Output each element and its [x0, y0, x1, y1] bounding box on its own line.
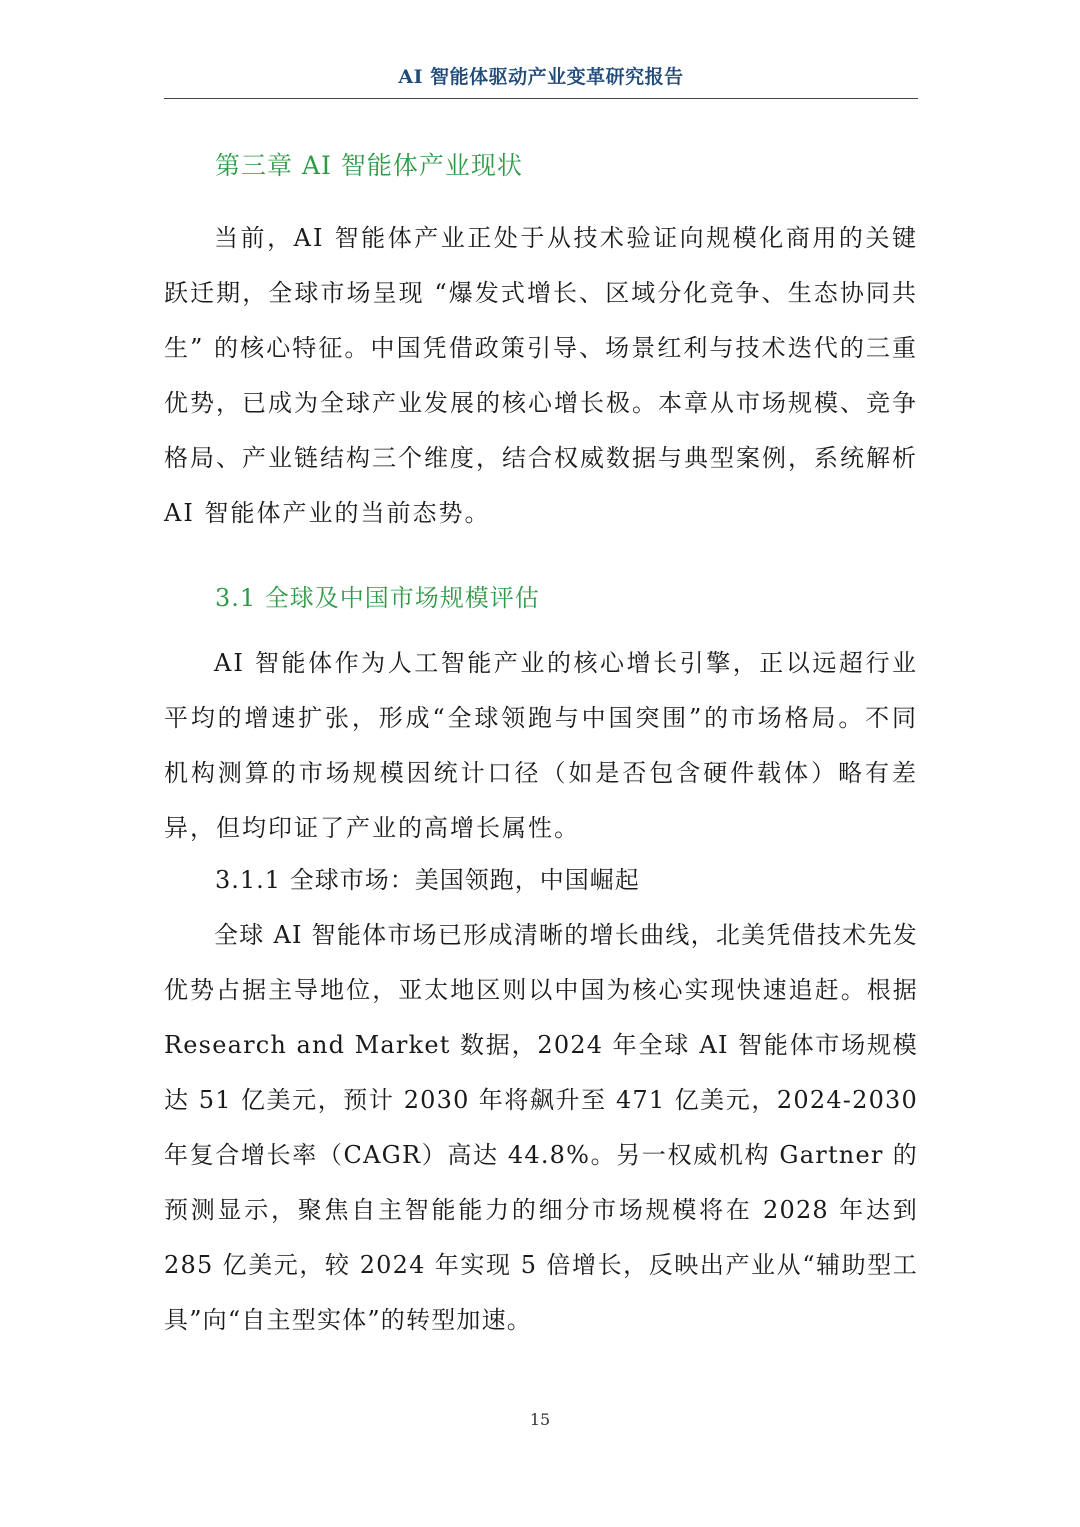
subsection-paragraph: 全球 AI 智能体市场已形成清晰的增长曲线，北美凭借技术先发优势占据主导地位，亚太地区则以中国为核心实现快速追赶。根据 Research and Market 数据，2024 年全球 AI 智能体市场规模达 51 亿美元，预计 2030 年将飙升至 471 亿美元，2024-2030 年复合增长率（CAGR）高达 44.8%。另一权威机构 Gartner 的预测显示，聚焦自主智能能力的细分市场规模将在 2028 年达到 285 亿美元，较 2024 年实现 5 倍增长，反映出产业从“辅助型工具”向“自主型实体”的转型加速。 — [164, 921, 918, 1334]
section-title: 3.1 全球及中国市场规模评估 — [215, 584, 540, 612]
section-paragraph: AI 智能体作为人工智能产业的核心增长引擎，正以远超行业平均的增速扩张，形成“全球领跑与中国突围”的市场格局。不同机构测算的市场规模因统计口径（如是否包含硬件载体）略有差异，但均印证了产业的高增长属性。 — [164, 649, 918, 842]
chapter-intro-paragraph: 当前，AI 智能体产业正处于从技术验证向规模化商用的关键跃迁期，全球市场呈现 “爆发式增长、区域分化竞争、生态协同共生” 的核心特征。中国凭借政策引导、场景红利与技术迭代的三重优势，已成为全球产业发展的核心增长极。本章从市场规模、竞争格局、产业链结构三个维度，结合权威数据与典型案例，系统解析 AI 智能体产业的当前态势。 — [164, 224, 918, 527]
chapter-title: 第三章 AI 智能体产业现状 — [215, 151, 523, 180]
running-header: AI 智能体驱动产业变革研究报告 — [398, 66, 684, 88]
subsection-title: 3.1.1 全球市场：美国领跑，中国崛起 — [215, 866, 640, 894]
header-divider — [164, 98, 918, 99]
page-number: 15 — [529, 1410, 551, 1429]
